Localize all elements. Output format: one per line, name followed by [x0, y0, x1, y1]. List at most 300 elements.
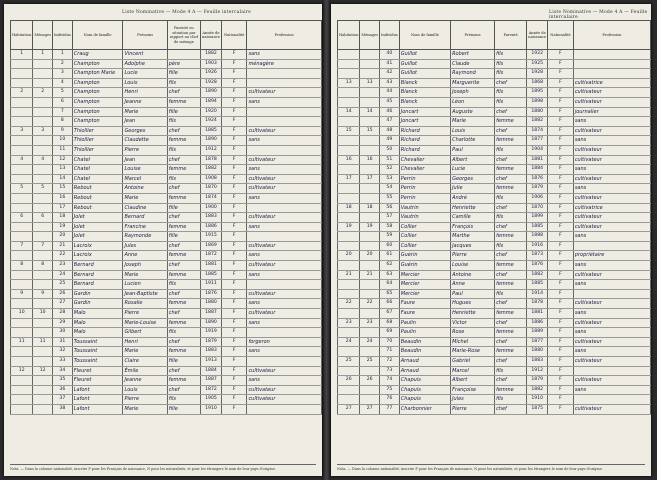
left-register-page [4, 4, 322, 476]
table-cell [360, 328, 380, 338]
table-cell: 1872 [201, 251, 222, 261]
table-cell: F [548, 385, 574, 395]
table-cell: 18 [52, 213, 72, 223]
table-cell: 77 [379, 404, 399, 414]
table-cell: Marie [123, 193, 167, 203]
table-cell [247, 232, 322, 242]
table-cell [11, 78, 33, 88]
table-cell: 17 [360, 174, 380, 184]
table-cell: sans [247, 97, 322, 107]
table-cell: femme [167, 251, 200, 261]
table-cell: femme [167, 347, 200, 357]
table-cell: 1888 [527, 232, 548, 242]
table-row [11, 78, 322, 88]
table-cell: femme [495, 309, 527, 319]
table-cell: 1904 [527, 145, 548, 155]
table-cell: 9 [52, 126, 72, 136]
table-cell: F [221, 280, 247, 290]
table-cell: 13 [338, 78, 360, 88]
table-cell: 11 [11, 337, 33, 347]
table-cell [338, 165, 360, 175]
table-cell: F [221, 232, 247, 242]
table-cell [247, 203, 322, 213]
column-header: Nom de famille [72, 21, 123, 50]
table-cell: F [548, 289, 574, 299]
table-cell: 1878 [527, 299, 548, 309]
table-cell [338, 50, 360, 60]
table-row [338, 261, 651, 271]
table-row [338, 395, 651, 405]
table-cell: F [221, 270, 247, 280]
table-cell: F [221, 69, 247, 79]
table-cell: André [451, 193, 495, 203]
table-cell: Vautrin [399, 203, 450, 213]
table-cell: 20 [338, 251, 360, 261]
table-cell: 67 [379, 309, 399, 319]
table-cell: cultivateur [573, 155, 650, 165]
table-row [338, 59, 651, 69]
table-cell: 1870 [527, 203, 548, 213]
table-cell: 1910 [527, 395, 548, 405]
table-row [338, 78, 651, 88]
table-cell: Louis [451, 126, 495, 136]
table-cell: chef [167, 366, 200, 376]
table-cell: cultivateur [573, 318, 650, 328]
table-cell: 6 [52, 97, 72, 107]
table-cell: F [548, 50, 574, 60]
table-cell [338, 309, 360, 319]
table-cell: F [548, 337, 574, 347]
table-cell: fils [495, 289, 527, 299]
table-cell: Faure [399, 309, 450, 319]
table-cell: fils [495, 145, 527, 155]
table-cell [247, 145, 322, 155]
table-cell: 14 [338, 107, 360, 117]
table-cell: 1876 [201, 289, 222, 299]
table-cell: 1887 [201, 376, 222, 386]
table-cell [360, 241, 380, 251]
table-cell: femme [167, 136, 200, 146]
table-cell: fille [167, 203, 200, 213]
table-cell: fils [495, 193, 527, 203]
table-cell: F [548, 145, 574, 155]
table-cell: 1890 [201, 318, 222, 328]
column-header: Année de naissance [201, 21, 222, 50]
footnote: Nota. — Dans la colonne nationalité, inscrire F pour les Français de naissance, N pour les naturalisés, et pour les étrangers le nom de leur pays d'origine. [10, 464, 316, 471]
table-cell: 10 [11, 309, 33, 319]
table-cell: Marie [123, 270, 167, 280]
table-cell: 1883 [201, 213, 222, 223]
table-cell: Bernard [72, 280, 123, 290]
table-cell: Jeanne [123, 97, 167, 107]
table-cell: 3 [11, 126, 33, 136]
table-cell: 14 [360, 107, 380, 117]
table-cell: Champton [72, 107, 123, 117]
table-cell: cultivateur [573, 145, 650, 155]
table-cell: chef [495, 203, 527, 213]
table-cell: sans [573, 328, 650, 338]
table-cell: 1924 [201, 117, 222, 127]
table-cell: 1925 [527, 59, 548, 69]
table-cell: fils [167, 280, 200, 290]
table-cell: chef [495, 126, 527, 136]
table-cell: 1876 [527, 174, 548, 184]
table-cell: chef [495, 155, 527, 165]
table-cell: 63 [379, 270, 399, 280]
table-cell: 71 [379, 347, 399, 357]
table-cell: femme [167, 376, 200, 386]
table-cell: Pierre [123, 395, 167, 405]
table-cell: F [221, 203, 247, 213]
table-cell: Chapuis [399, 376, 450, 386]
table-cell: Jules [451, 395, 495, 405]
table-cell: F [548, 251, 574, 261]
table-cell: Arnaud [399, 357, 450, 367]
table-cell: sans [247, 136, 322, 146]
table-cell: F [548, 222, 574, 232]
table-cell: Charbonnier [399, 404, 450, 414]
table-cell: Francine [123, 222, 167, 232]
table-cell: Mercier [399, 280, 450, 290]
table-cell: F [221, 337, 247, 347]
column-header: Parenté [495, 21, 527, 50]
table-cell: 1883 [201, 347, 222, 357]
right-register-page [331, 4, 651, 476]
column-header: Année de naissance [527, 21, 548, 50]
table-cell: 1882 [527, 270, 548, 280]
table-cell: cultivateur [573, 299, 650, 309]
table-cell: forgeron [247, 337, 322, 347]
table-cell: 1881 [201, 261, 222, 271]
table-cell: F [548, 78, 574, 88]
table-cell: fils [495, 213, 527, 223]
table-cell: chef [167, 126, 200, 136]
table-cell: Gabriel [451, 357, 495, 367]
table-cell: 1899 [527, 213, 548, 223]
table-cell: chef [495, 337, 527, 347]
table-cell: F [548, 184, 574, 194]
table-cell [573, 289, 650, 299]
table-cell [11, 145, 33, 155]
table-cell: 26 [52, 289, 72, 299]
table-row [11, 232, 322, 242]
table-cell: Rose [451, 328, 495, 338]
table-cell: Collier [399, 222, 450, 232]
table-cell: Richard [399, 136, 450, 146]
table-cell: 1874 [201, 193, 222, 203]
table-cell: 1884 [201, 366, 222, 376]
table-row [11, 376, 322, 386]
table-cell: chef [495, 107, 527, 117]
census-table-right [337, 20, 651, 415]
table-row [11, 97, 322, 107]
table-cell: 49 [379, 136, 399, 146]
table-cell: fils [495, 241, 527, 251]
table-cell [33, 174, 53, 184]
table-cell: F [221, 107, 247, 117]
table-cell [33, 222, 53, 232]
table-row [11, 318, 322, 328]
table-cell: Émile [123, 366, 167, 376]
table-cell: femme [495, 280, 527, 290]
column-header: Nationalité [221, 21, 247, 50]
table-cell: chef [167, 155, 200, 165]
table-cell: 22 [338, 299, 360, 309]
table-cell: 61 [379, 251, 399, 261]
table-cell: cultivateur [573, 97, 650, 107]
table-cell: cultivateur [573, 193, 650, 203]
table-cell: 1914 [527, 289, 548, 299]
table-cell: Auguste [451, 107, 495, 117]
table-cell: F [221, 222, 247, 232]
table-row [11, 50, 322, 60]
table-cell [338, 395, 360, 405]
running-head: Liste Nominative — Mode 4 A — Feuille intercalaire [122, 10, 251, 15]
table-row [338, 222, 651, 232]
table-cell: Rebout [72, 184, 123, 194]
table-cell: 10 [52, 136, 72, 146]
table-row [338, 376, 651, 386]
table-cell: F [221, 395, 247, 405]
table-cell: 34 [52, 366, 72, 376]
table-cell: 15 [338, 126, 360, 136]
table-row [338, 404, 651, 414]
table-cell [247, 117, 322, 127]
table-cell [338, 328, 360, 338]
table-cell: 1873 [527, 251, 548, 261]
table-cell [247, 328, 322, 338]
table-cell: sans [247, 251, 322, 261]
table-cell [11, 404, 33, 414]
table-cell: 1883 [527, 357, 548, 367]
table-cell: Chevalier [399, 165, 450, 175]
table-cell [167, 50, 200, 60]
table-cell: femme [167, 270, 200, 280]
table-cell: chef [495, 357, 527, 367]
table-cell: fils [495, 97, 527, 107]
table-cell: F [221, 251, 247, 261]
table-row [338, 309, 651, 319]
table-header-row [11, 21, 322, 50]
table-cell: F [221, 404, 247, 414]
table-cell: sans [573, 136, 650, 146]
table-cell: chef [495, 404, 527, 414]
table-cell [33, 299, 53, 309]
table-cell: Champton [72, 88, 123, 98]
table-cell: Champton Marie [72, 69, 123, 79]
table-cell: 6 [11, 213, 33, 223]
table-cell [360, 347, 380, 357]
table-cell: F [221, 328, 247, 338]
table-cell: Thiollier [72, 126, 123, 136]
table-cell: fille [167, 232, 200, 242]
table-cell [360, 309, 380, 319]
table-cell: Richard [399, 126, 450, 136]
table-cell: fils [167, 174, 200, 184]
table-cell [338, 213, 360, 223]
table-cell: Paulin [399, 318, 450, 328]
table-cell: 30 [52, 328, 72, 338]
table-cell: Perrin [399, 184, 450, 194]
table-cell: 74 [379, 376, 399, 386]
table-cell: F [221, 193, 247, 203]
table-cell: femme [167, 97, 200, 107]
table-cell: Anne [451, 280, 495, 290]
table-row [11, 107, 322, 117]
table-cell: 1880 [527, 347, 548, 357]
table-cell: F [548, 366, 574, 376]
table-cell [247, 107, 322, 117]
table-cell [11, 107, 33, 117]
table-cell [573, 59, 650, 69]
table-cell: F [221, 174, 247, 184]
table-cell: 58 [379, 222, 399, 232]
table-cell: 1916 [527, 241, 548, 251]
table-cell: 1882 [527, 117, 548, 127]
column-header: Parenté ou situation par rapport au chef de ménage [167, 21, 200, 50]
table-cell [33, 69, 53, 79]
table-cell: F [221, 117, 247, 127]
table-row [338, 299, 651, 309]
table-cell [247, 78, 322, 88]
table-cell: 4 [33, 155, 53, 165]
table-cell: F [548, 213, 574, 223]
table-cell: 1928 [527, 69, 548, 79]
table-cell: Chatel [72, 174, 123, 184]
table-cell [338, 184, 360, 194]
table-cell: F [221, 261, 247, 271]
table-cell: cultivateur [247, 126, 322, 136]
table-cell: Bernard [72, 261, 123, 271]
table-cell: 21 [360, 270, 380, 280]
table-cell: Blanck [399, 88, 450, 98]
table-cell: cultivateur [247, 213, 322, 223]
table-cell: 27 [338, 404, 360, 414]
table-cell: Bernard [72, 270, 123, 280]
running-head: Liste Nominative — Mode 4 A — Feuille intercalaire [549, 10, 648, 20]
table-cell: Gardin [72, 299, 123, 309]
table-cell [11, 222, 33, 232]
table-cell: 1895 [527, 88, 548, 98]
table-cell [360, 136, 380, 146]
table-cell [33, 203, 53, 213]
table-cell: Raymond [451, 69, 495, 79]
table-row [11, 357, 322, 367]
table-cell: F [548, 107, 574, 117]
table-cell [338, 347, 360, 357]
table-cell: 7 [33, 241, 53, 251]
table-cell: 7 [52, 107, 72, 117]
table-cell: Perrin [399, 193, 450, 203]
table-cell: cultivateur [573, 270, 650, 280]
table-cell: Champton [72, 97, 123, 107]
table-cell: fils [167, 328, 200, 338]
table-cell: 1 [33, 50, 53, 60]
table-cell: 1 [52, 50, 72, 60]
table-cell: 1920 [201, 107, 222, 117]
table-cell: 6 [33, 213, 53, 223]
table-cell: Malo [72, 318, 123, 328]
table-cell: 9 [33, 289, 53, 299]
table-cell: fils [495, 395, 527, 405]
table-cell: 1880 [201, 299, 222, 309]
table-cell: Mercier [399, 289, 450, 299]
table-cell: 1879 [201, 337, 222, 347]
table-cell: F [221, 241, 247, 251]
table-cell [33, 232, 53, 242]
table-cell: femme [167, 193, 200, 203]
table-cell: sans [573, 184, 650, 194]
table-cell [33, 347, 53, 357]
table-cell: 1880 [527, 107, 548, 117]
column-header: Habitation [338, 21, 360, 50]
table-cell: Henri [123, 88, 167, 98]
table-cell: sans [247, 165, 322, 175]
table-cell: 26 [338, 376, 360, 386]
table-cell: 20 [52, 232, 72, 242]
table-cell: F [548, 318, 574, 328]
table-row [11, 59, 322, 69]
table-cell [360, 59, 380, 69]
table-row [11, 347, 322, 357]
table-cell: chef [495, 222, 527, 232]
table-cell: Toussaint [72, 347, 123, 357]
table-cell: Camille [451, 213, 495, 223]
table-cell [11, 280, 33, 290]
table-cell: Champton [72, 117, 123, 127]
table-cell: cultivateur [247, 395, 322, 405]
table-row [338, 318, 651, 328]
table-cell: chef [495, 251, 527, 261]
table-cell: François [451, 222, 495, 232]
table-cell [11, 270, 33, 280]
table-cell: Louis [123, 78, 167, 88]
table-cell [11, 395, 33, 405]
table-cell: 1890 [201, 136, 222, 146]
table-row [338, 165, 651, 175]
table-cell: 2 [11, 88, 33, 98]
table-cell [33, 280, 53, 290]
table-cell: Jacques [451, 241, 495, 251]
table-cell: Adolphe [123, 59, 167, 69]
table-cell: Claude [451, 59, 495, 69]
table-cell: Perrin [399, 174, 450, 184]
table-row [11, 241, 322, 251]
table-cell: Jules [123, 241, 167, 251]
table-cell [338, 59, 360, 69]
table-cell [33, 328, 53, 338]
table-cell: Lucie [451, 165, 495, 175]
table-cell: sans [573, 309, 650, 319]
table-cell: Claudine [123, 203, 167, 213]
table-row [338, 193, 651, 203]
table-cell: 1926 [201, 69, 222, 79]
table-cell: Rosalie [123, 299, 167, 309]
table-cell [11, 376, 33, 386]
table-cell: Mercier [399, 270, 450, 280]
table-cell: 18 [338, 203, 360, 213]
table-cell [33, 117, 53, 127]
table-cell: 1 [11, 50, 33, 60]
table-cell: Jean-Baptiste [123, 289, 167, 299]
table-cell: sans [573, 385, 650, 395]
table-cell: Michel [451, 337, 495, 347]
table-cell: sans [573, 232, 650, 242]
table-cell: 15 [52, 184, 72, 194]
table-cell: Lafont [72, 385, 123, 395]
table-row [11, 155, 322, 165]
column-header: Individus [52, 21, 72, 50]
